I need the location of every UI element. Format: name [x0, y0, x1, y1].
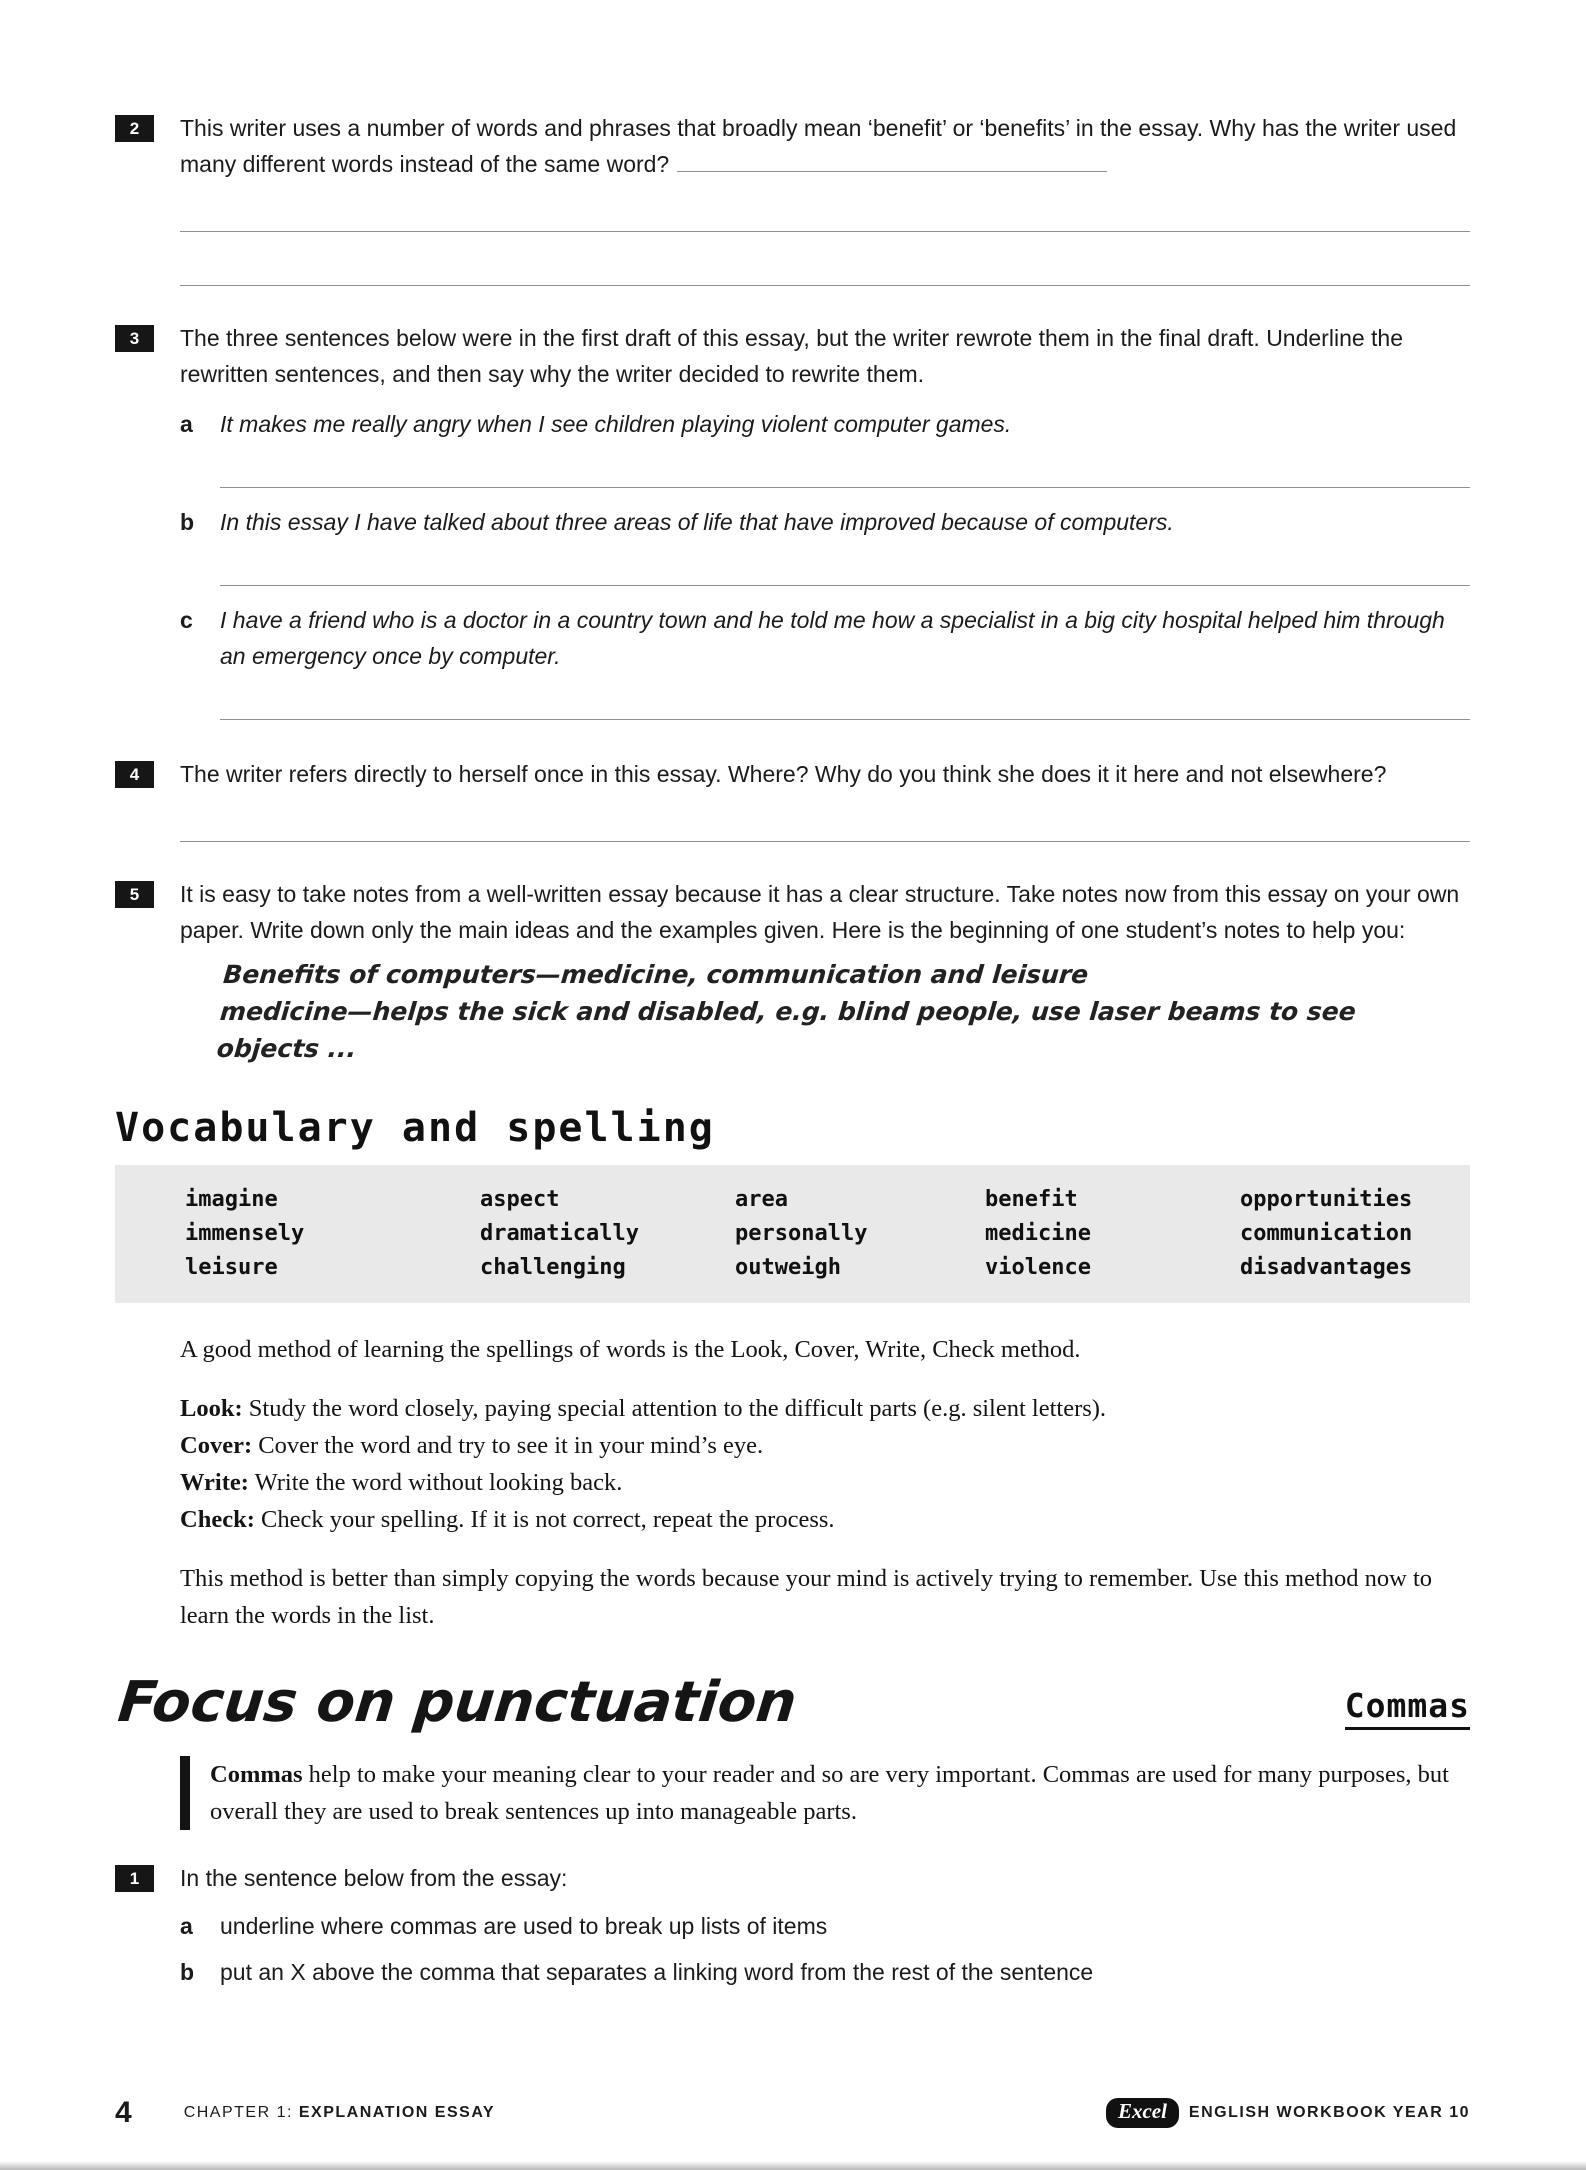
- vocab-word: violence: [985, 1255, 1091, 1280]
- answer-line: [180, 792, 1470, 842]
- question-3-item-b: [180, 504, 1470, 540]
- question-1-body: [180, 1860, 1470, 1990]
- question-1-item-b: [180, 1954, 1470, 1990]
- step-check: [180, 1501, 1470, 1538]
- step-look-label: Look:: [180, 1395, 243, 1422]
- vocab-word: opportunities: [1240, 1187, 1413, 1212]
- question-2-text-content: This writer uses a number of words and phrases that broadly mean ‘benefit’ or ‘benefits’ in the essay. Why has the writer used many different words instead of the same word?: [180, 115, 1457, 177]
- question-2-text: [180, 110, 1470, 182]
- chapter-prefix: CHAPTER 1:: [183, 2104, 299, 2121]
- question-4-text: The writer refers directly to herself once in this essay. Where? Why do you think she does it it here and not elsewhere?: [180, 761, 1387, 787]
- spelling-method-outro: This method is better than simply copying the words because your mind is actively trying to remember. Use this method now to learn the words in the list.: [180, 1565, 1433, 1629]
- step-write-text: Write the word without looking back.: [248, 1469, 623, 1496]
- question-4: [115, 756, 1470, 842]
- item-b-label: b: [180, 1959, 195, 1985]
- chapter-name: EXPLANATION ESSAY: [298, 2104, 496, 2121]
- focus-on-punctuation-heading: Focus on punctuation: [115, 1670, 800, 1735]
- spelling-method-intro: A good method of learning the spellings of words is the Look, Cover, Write, Check method.: [180, 1336, 1081, 1363]
- answer-line-inline: [677, 152, 1107, 172]
- question-5-number-badge: 5: [115, 881, 154, 908]
- question-4-number-badge: 4: [115, 761, 154, 788]
- question-1-item-a: [180, 1908, 1470, 1944]
- item-b-text: In this essay I have talked about three areas of life that have improved because of computers.: [220, 509, 1174, 535]
- item-c-label: c: [180, 607, 193, 633]
- chapter-label: [184, 2104, 495, 2122]
- question-1: [115, 1860, 1470, 1990]
- item-a-label: a: [180, 411, 193, 437]
- question-3: [115, 320, 1470, 720]
- step-check-label: Check:: [180, 1506, 255, 1533]
- step-cover: [180, 1427, 1470, 1464]
- step-cover-label: Cover:: [180, 1432, 253, 1459]
- commas-intro: [180, 1756, 1470, 1830]
- question-3-item-c: [180, 602, 1470, 674]
- commas-topic-title: Commas: [1345, 1686, 1470, 1730]
- question-2: [115, 110, 1470, 286]
- student-notes: [215, 956, 1470, 1067]
- question-3-item-a: [180, 406, 1470, 442]
- commas-intro-bold: Commas: [210, 1761, 303, 1788]
- question-1-text: In the sentence below from the essay:: [180, 1865, 568, 1891]
- step-write-label: Write:: [180, 1469, 249, 1496]
- focus-heading-row: [115, 1670, 1470, 1736]
- answer-line: [180, 232, 1470, 286]
- vocab-word: dramatically: [480, 1221, 639, 1246]
- vocab-word: aspect: [480, 1187, 560, 1212]
- vocab-word: challenging: [480, 1255, 626, 1280]
- vocab-word: communication: [1240, 1221, 1413, 1246]
- book-title: [1106, 2098, 1470, 2128]
- answer-line: [220, 442, 1470, 488]
- question-2-body: [180, 110, 1470, 286]
- step-look: [180, 1390, 1470, 1427]
- item-a-text: It makes me really angry when I see children playing violent computer games.: [220, 411, 1012, 437]
- vocabulary-word-list: [115, 1165, 1470, 1303]
- question-3-number-badge: 3: [115, 325, 154, 352]
- student-note-line: medicine—helps the sick and disabled, e.g. blind people, use laser beams to see objects ...: [215, 997, 1358, 1063]
- step-look-text: Study the word closely, paying special attention to the difficult parts (e.g. silent letters).: [242, 1395, 1107, 1422]
- item-b-label: b: [180, 509, 195, 535]
- step-write: [180, 1464, 1470, 1501]
- vocab-word: area: [735, 1187, 788, 1212]
- answer-line: [220, 540, 1470, 586]
- vocab-word: medicine: [985, 1221, 1091, 1246]
- question-1-number-badge: 1: [115, 1865, 154, 1892]
- step-check-text: Check your spelling. If it is not correct, repeat the process.: [254, 1506, 835, 1533]
- question-5-text: It is easy to take notes from a well-written essay because it has a clear structure. Take notes now from this essay on your own paper. Write down only the main ideas and the examples given. Here is the beginning of one student’s notes to help you:: [180, 881, 1460, 943]
- item-a-text: underline where commas are used to break up lists of items: [220, 1913, 828, 1939]
- question-5: [115, 876, 1470, 1067]
- item-c-text: I have a friend who is a doctor in a country town and he told me how a specialist in a big city hospital helped him through an emergency once by computer.: [220, 607, 1445, 669]
- item-b-text: put an X above the comma that separates a linking word from the rest of the sentence: [220, 1959, 1094, 1985]
- question-5-body: [180, 876, 1470, 1067]
- page-footer: [115, 2096, 1470, 2130]
- question-2-number-badge: 2: [115, 115, 154, 142]
- intro-bar: [180, 1756, 190, 1830]
- vocab-word: personally: [735, 1221, 868, 1246]
- question-4-body: [180, 756, 1470, 842]
- excel-brand-logo: Excel: [1106, 2098, 1179, 2128]
- spelling-method-steps: [180, 1390, 1470, 1538]
- vocab-word: benefit: [985, 1187, 1078, 1212]
- question-3-body: [180, 320, 1470, 720]
- vocab-word: imagine: [185, 1187, 278, 1212]
- step-cover-text: Cover the word and try to see it in your mind’s eye.: [252, 1432, 764, 1459]
- vocabulary-heading: Vocabulary and spelling: [115, 1105, 715, 1151]
- answer-line: [180, 182, 1470, 232]
- vocab-word: immensely: [185, 1221, 305, 1246]
- vocab-word: outweigh: [735, 1255, 841, 1280]
- answer-line: [220, 674, 1470, 720]
- question-3-text: The three sentences below were in the first draft of this essay, but the writer rewrote them in the final draft. Underline the rewritten sentences, and then say why the writer decided to rewrite them.: [180, 325, 1404, 387]
- commas-intro-text: [210, 1756, 1470, 1830]
- item-a-label: a: [180, 1913, 193, 1939]
- student-note-line: Benefits of computers—medicine, communication and leisure: [222, 960, 1090, 989]
- vocab-word: leisure: [185, 1255, 278, 1280]
- page-bottom-edge: [0, 2161, 1586, 2170]
- commas-intro-rest: help to make your meaning clear to your reader and so are very important. Commas are used for many purposes, but overall they are used to break sentences up into manageable parts.: [210, 1761, 1449, 1825]
- book-name: ENGLISH WORKBOOK YEAR 10: [1188, 2104, 1470, 2121]
- page-number: 4: [115, 2096, 132, 2129]
- vocab-word: disadvantages: [1240, 1255, 1413, 1280]
